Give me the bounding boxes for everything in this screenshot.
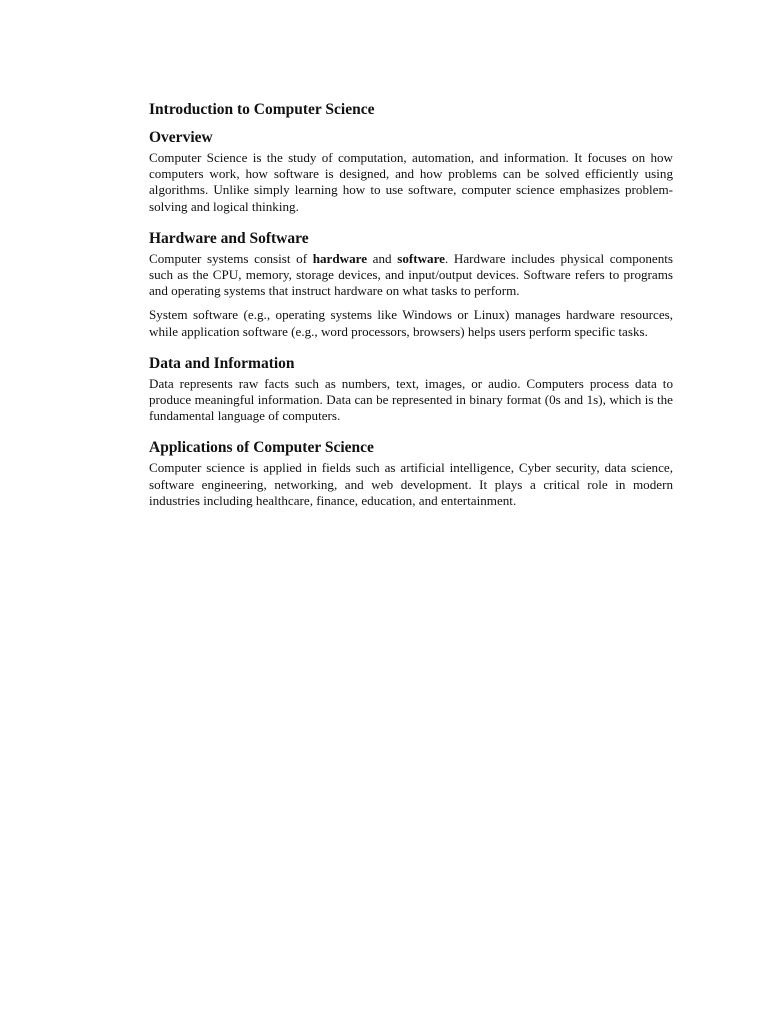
section-heading-applications: Applications of Computer Science [149,439,374,457]
data-information-paragraph: Data represents raw facts such as numbers, text, images, or audio. Computers process data to produce meaningful information. Data can be represented in binary format (0s and 1s), which is the fundamental language of computers. [149,375,673,424]
paragraph-text: and [367,250,398,266]
bold-term-software: software [397,250,445,266]
section-overview [149,128,673,215]
document-page [149,100,673,523]
section-heading-hardware-software: Hardware and Software [149,229,309,247]
overview-paragraph: Computer Science is the study of computation, automation, and information. It focuses on how computers work, how software is designed, and how problems can be solved efficiently using algorithms. Unlike simply learning how to use software, computer science emphasizes problem-solving and logical thinking. [149,150,673,214]
section-heading-overview: Overview [149,129,213,146]
section-data-information [149,354,673,425]
section-applications [149,438,673,509]
applications-paragraph: Computer science is applied in fields such as artificial intelligence, Cyber security, data science, software engineering, networking, and web development. It plays a critical role in modern industries including healthcare, finance, education, and entertainment. [149,460,673,508]
document-title: Introduction to Computer Science [149,101,375,118]
hardware-software-paragraph-1 [149,251,673,300]
paragraph-text: Computer systems consist of [149,250,313,266]
section-hardware-software [149,229,673,340]
section-heading-data-information: Data and Information [149,354,295,372]
bold-term-hardware: hardware [312,250,368,266]
paragraph-text: . Hardware includes physical components such as the CPU, memory, storage devices, and input/output devices. Software refers to programs and operating systems that instruct hardware on what tasks to perform. [149,250,673,299]
hardware-software-paragraph-2: System software (e.g., operating systems like Windows or Linux) manages hardware resources, while application software (e.g., word processors, browsers) helps users perform specific tasks. [149,307,673,339]
